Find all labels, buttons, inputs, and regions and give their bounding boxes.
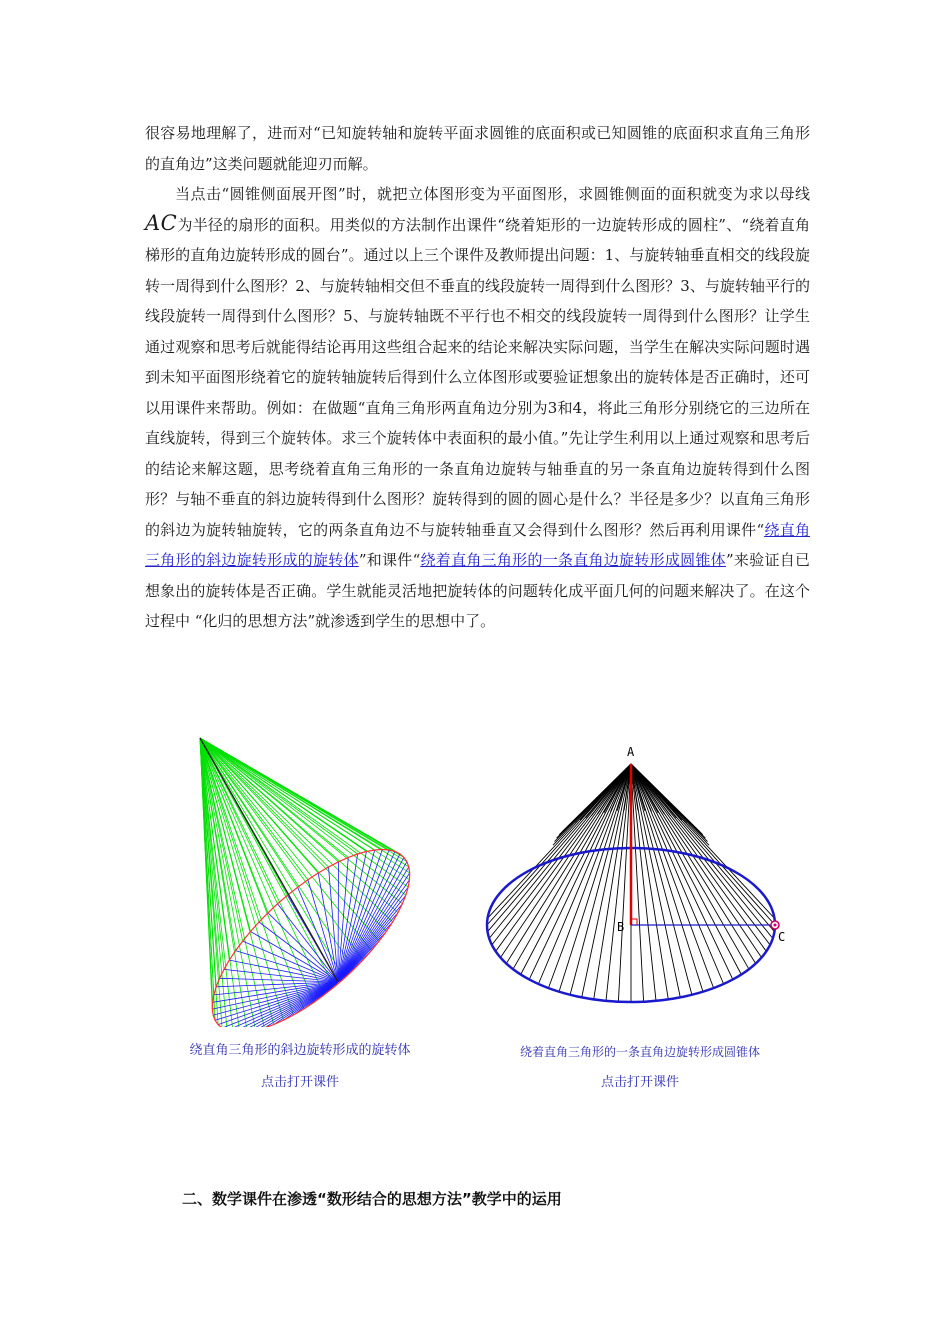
paragraph-2 bbox=[145, 179, 810, 637]
generatrix-line bbox=[631, 764, 703, 992]
paragraph-2-text-a: 当点击“圆锥侧面展开图”时，就把立体图形变为平面图形，求圆锥侧面的面积就变为求以母线 bbox=[175, 185, 810, 203]
paragraph-2-text-d: ”来验证自已想象出的旋转体是否正确。学生就能灵活地把旋转体的问题转化成平面几何的问题来解决了。在这个过程中 “化归的思想方法”就渗透到学生的思想中了。 bbox=[145, 551, 810, 630]
right-figure-caption[interactable]: 绕着直角三角形的一条直角边旋转形成圆锥体 bbox=[519, 1045, 760, 1059]
generatrix-line bbox=[489, 764, 631, 938]
cone-figure[interactable] bbox=[480, 740, 785, 1012]
generatrix-line bbox=[559, 764, 631, 992]
point-c-dot bbox=[774, 924, 777, 927]
generatrix-line bbox=[200, 738, 400, 854]
document-body bbox=[145, 118, 810, 637]
generatrix-line bbox=[513, 764, 631, 969]
right-open-courseware[interactable]: 点击打开课件 bbox=[600, 1075, 679, 1090]
left-open-courseware[interactable]: 点击打开课件 bbox=[260, 1075, 339, 1090]
math-ac: AC bbox=[145, 210, 178, 235]
double-cone-figure[interactable] bbox=[190, 732, 430, 1027]
generatrix-line bbox=[200, 738, 372, 951]
vertex-a-label: A bbox=[627, 745, 635, 759]
generatrix-line bbox=[200, 738, 345, 978]
generatrix-line bbox=[338, 867, 409, 982]
paragraph-1: 很容易地理解了，进而对“已知旋转轴和旋转平面求圆锥的底面积或已知圆锥的底面积求直角三角形的直角边”这类问题就能迎刃而解。 bbox=[145, 124, 810, 173]
generatrix-line bbox=[338, 862, 339, 982]
generatrix-line bbox=[200, 738, 358, 854]
generatrix-line bbox=[631, 764, 775, 918]
left-figure-caption[interactable]: 绕直角三角形的斜边旋转形成的旋转体 bbox=[189, 1043, 411, 1058]
generatrix-line bbox=[606, 764, 631, 1001]
generatrix-line bbox=[200, 738, 393, 922]
point-c-label: C bbox=[778, 930, 785, 944]
generatrix-line bbox=[631, 764, 749, 969]
generatrix-line bbox=[338, 880, 410, 982]
paragraph-2-text-b: 为半径的扇形的面积。用类似的方法制作出课件“绕着矩形的一边旋转形成的圆柱”、“绕着直角梯形的直角边旋转形成的圆台”。通过以上三个课件及教师提出问题：1、与旋转轴垂直相交的线段旋转一周得到什么图形？2、与旋转轴相交但不垂直的线段旋转一周得到什么图形？3、与旋转轴平行的线段旋转一周得到什么图形？5、与旋转轴既不平行也不相交的线段旋转一周得到什么图形？让学生通过观察和思考后就能得结论再用这些组合起来的结论来解决实际问题，当学生在解决实际问题时遇到未知平面图形绕着它的旋转轴旋转后得到什么立体图形或要验证想象出的旋转体是否正确时，还可以用课件来帮助。例如：在做题“直角三角形两直角边分别为3和4，将此三角形分别绕它的三边所在直线旋转，得到三个旋转体。求三个旋转体中表面积的最小值。”先让学生利用以上通过观察和思考后的结论来解这题，思考绕着直角三角形的一条直角边旋转与轴垂直的另一条直角边旋转得到什么图形？与轴不垂直的斜边旋转得到什么图形？旋转得到的圆的圆心是什么？半径是多少？以直角三角形的斜边为旋转轴旋转，它的两条直角边不与旋转轴垂直又会得到什么图形？然后再利用课件“ bbox=[145, 215, 810, 539]
courseware-link-leg-cone[interactable]: 绕着直角三角形的一条直角边旋转形成圆锥体 bbox=[420, 551, 726, 569]
generatrix-line bbox=[631, 764, 680, 997]
center-b-label: B bbox=[617, 920, 625, 934]
generatrix-line bbox=[529, 764, 631, 979]
generatrix-line bbox=[631, 764, 656, 1001]
paragraph-2-text-c: ”和课件“ bbox=[358, 551, 421, 569]
section-heading: 二、数学课件在渗透“数形结合的思想方法”教学中的运用 bbox=[182, 1190, 562, 1208]
generatrix-line bbox=[631, 764, 773, 938]
generatrix-line bbox=[338, 895, 406, 982]
generatrix-line bbox=[582, 764, 631, 997]
generatrix-line bbox=[631, 764, 733, 979]
courseware-link-hypotenuse[interactable]: 绕直角三角形的斜边旋转形成的旋转体 bbox=[145, 520, 810, 569]
